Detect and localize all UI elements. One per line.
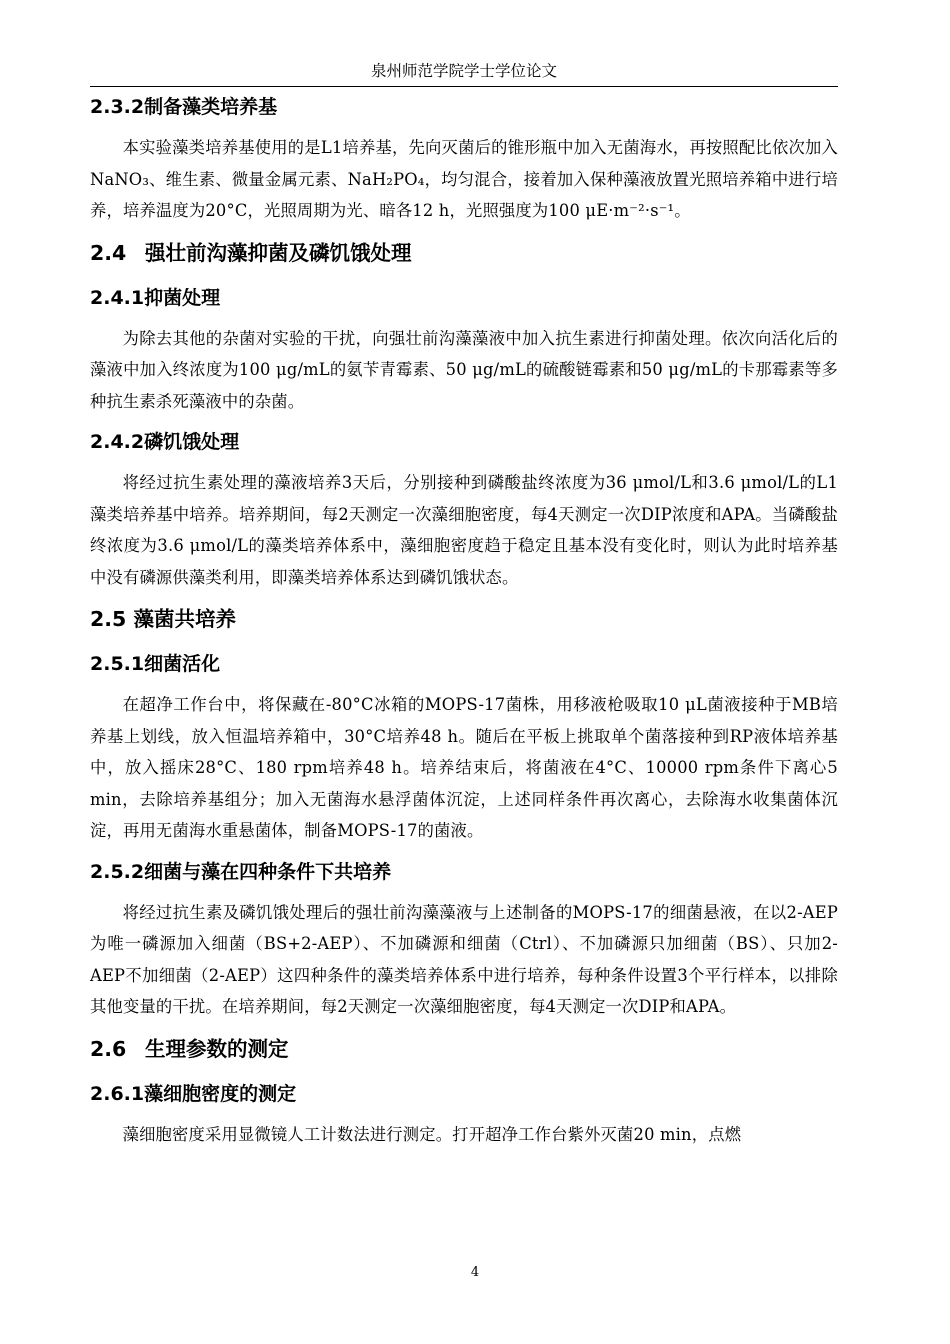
- heading-number: 2.4.2: [90, 431, 145, 453]
- heading-number: 2.5.1: [90, 653, 145, 675]
- heading-number: 2.5.2: [90, 860, 145, 883]
- heading-title: 抑菌处理: [144, 286, 221, 309]
- heading-number: 2.6: [90, 1036, 127, 1061]
- paragraph-2-5-2: 将经过抗生素及磷饥饿处理后的强壮前沟藻藻液与上述制备的MOPS-17的细菌悬液，在以2-AEP为唯一磷源加入细菌（BS+2-AEP）、不加磷源和细菌（Ctrl）、不加磷源只加细菌（BS）、只加2-AEP不加细菌（2-AEP）这四种条件的藻类培养体系中进行培养，每种条件设置3个平行样本，以排除其他变量的干扰。在培养期间，每2天测定一次藻细胞密度，每4天测定一次DIP和APA。: [90, 902, 838, 1016]
- heading-2-6-1: [90, 1079, 838, 1109]
- heading-title: 细菌活化: [144, 653, 221, 675]
- heading-title: 藻菌共培养: [133, 607, 236, 631]
- paragraph-2-4-1: 为除去其他的杂菌对实验的干扰，向强壮前沟藻藻液中加入抗生素进行抑菌处理。依次向活化后的藻液中加入终浓度为100 μg/mL的氨苄青霉素、50 μg/mL的硫酸链霉素和50 μg/mL的卡那霉素等多种抗生素杀死藻液中的杂菌。: [90, 328, 838, 411]
- heading-title: 藻细胞密度的测定: [144, 1082, 297, 1105]
- heading-number: 2.4: [90, 240, 127, 265]
- paragraph-2-5-1: 在超净工作台中，将保藏在-80°C冰箱的MOPS-17菌株，用移液枪吸取10 μL菌液接种于MB培养基上划线，放入恒温培养箱中，30°C培养48 h。随后在平板上挑取单个菌落接种到RP液体培养基中，放入摇床28°C、180 rpm培养48 h。培养结束后，将菌液在4°C、10000 rpm条件下离心5 min，去除培养基组分；加入无菌海水悬浮菌体沉淀，上述同样条件再次离心，去除海水收集菌体沉淀，再用无菌海水重悬菌体，制备MOPS-17的菌液。: [90, 695, 838, 840]
- heading-2-6: [90, 1033, 838, 1065]
- heading-number: 2.3.2: [90, 96, 145, 118]
- heading-number: 2.4.1: [90, 286, 145, 309]
- heading-2-5-2: [90, 857, 838, 887]
- heading-2-5-1: [90, 649, 838, 679]
- heading-number: 2.5: [90, 607, 127, 631]
- heading-title: 制备藻类培养基: [144, 96, 278, 118]
- heading-2-4-2: [90, 427, 838, 457]
- header-rule: [90, 86, 838, 87]
- running-header: 泉州师范学院学士学位论文: [370, 62, 557, 80]
- document-body: [90, 90, 838, 1150]
- heading-2-4-1: [90, 283, 838, 313]
- paragraph-2-6-1: 藻细胞密度采用显微镜人工计数法进行测定。打开超净工作台紫外灭菌20 min，点燃: [122, 1124, 742, 1144]
- paragraph-2-3-2: 本实验藻类培养基使用的是L1培养基，先向灭菌后的锥形瓶中加入无菌海水，再按照配比依次加入NaNO₃、维生素、微量金属元素、NaH₂PO₄，均匀混合，接着加入保种藻液放置光照培养箱中进行培养，培养温度为20°C，光照周期为光、暗各12 h，光照强度为100 μE·m⁻²·s⁻¹。: [90, 138, 838, 220]
- paragraph-2-4-2: 将经过抗生素处理的藻液培养3天后，分别接种到磷酸盐终浓度为36 μmol/L和3.6 μmol/L的L1藻类培养基中培养。培养期间，每2天测定一次藻细胞密度，每4天测定一次DIP浓度和APA。当磷酸盐终浓度为3.6 μmol/L的藻类培养体系中，藻细胞密度趋于稳定且基本没有变化时，则认为此时培养基中没有磷源供藻类利用，即藻类培养体系达到磷饥饿状态。: [90, 473, 838, 587]
- heading-title: 生理参数的测定: [145, 1036, 289, 1061]
- heading-title: 细菌与藻在四种条件下共培养: [144, 860, 392, 883]
- heading-2-4: [90, 237, 838, 269]
- page-number: 4: [470, 1265, 480, 1280]
- heading-title: 强壮前沟藻抑菌及磷饥饿处理: [145, 240, 412, 265]
- heading-2-5: [90, 603, 838, 635]
- heading-number: 2.6.1: [90, 1082, 145, 1105]
- heading-2-3-2: [90, 92, 838, 122]
- heading-title: 磷饥饿处理: [144, 431, 240, 453]
